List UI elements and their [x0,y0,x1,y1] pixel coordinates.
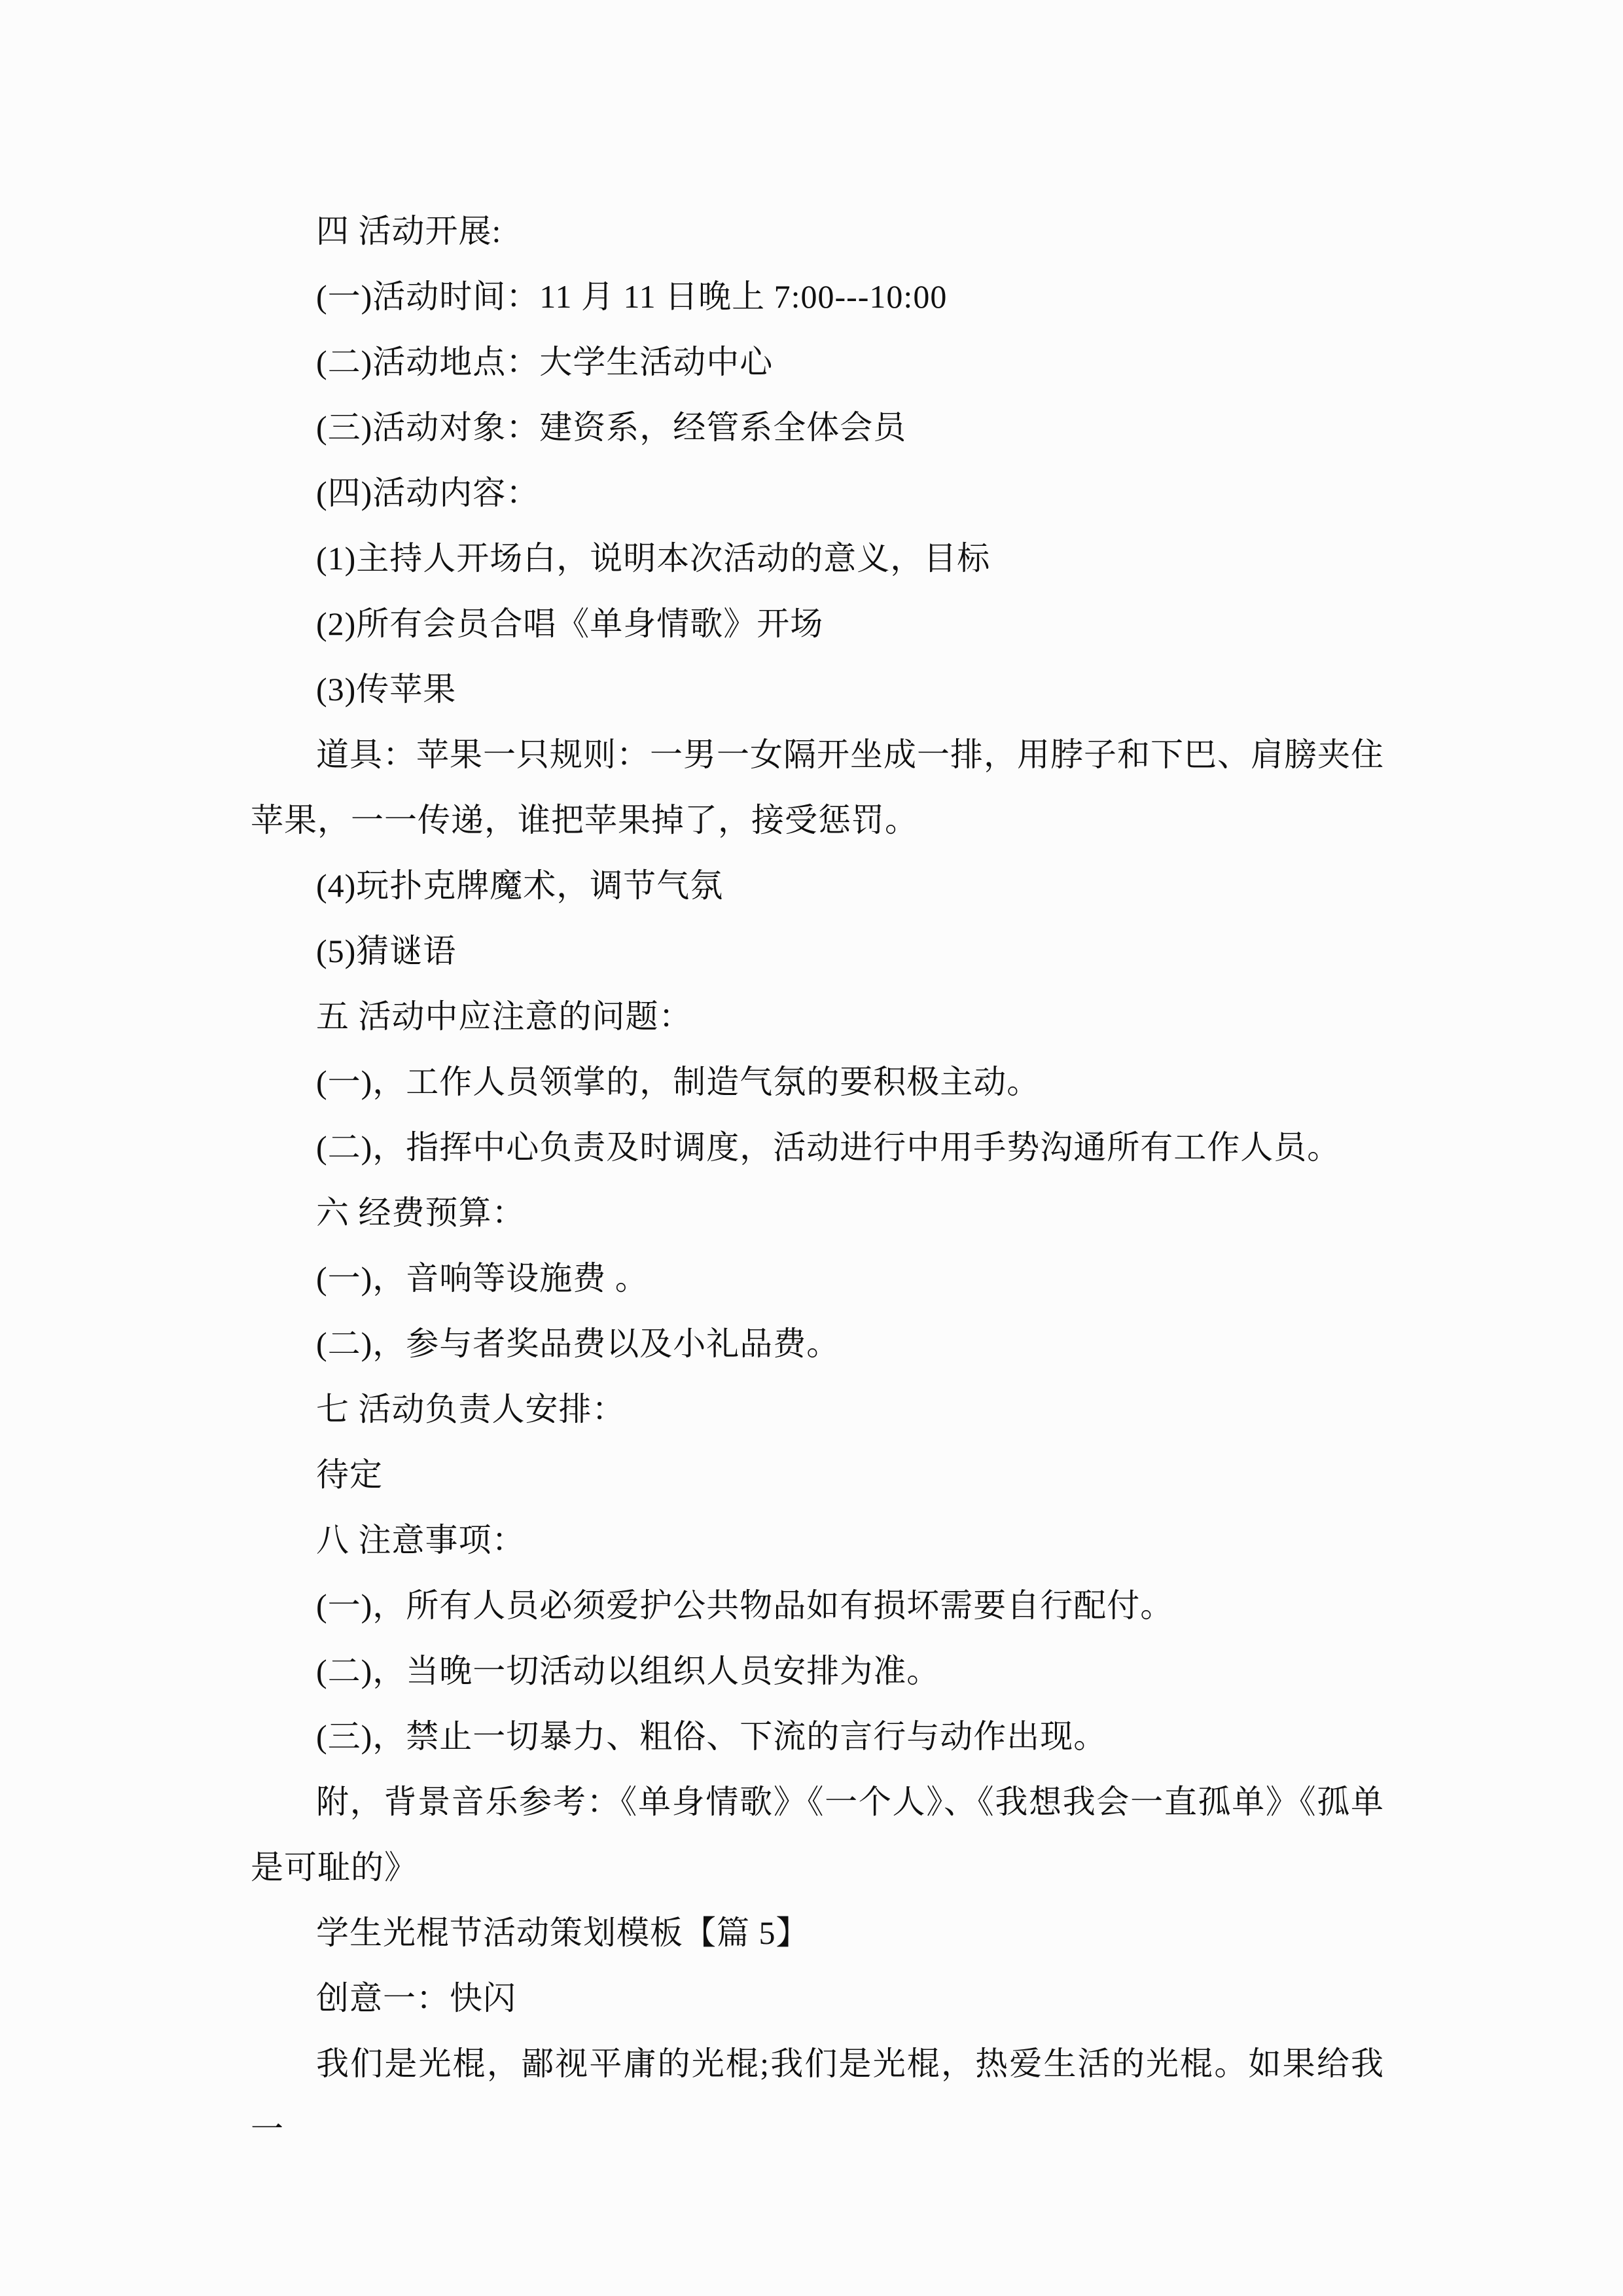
paragraph-caution-1: (一)，所有人员必须爱护公共物品如有损坏需要自行配付。 [316,1587,1174,1624]
paragraph-content-item-5: (5)猜谜语 [316,933,457,969]
paragraph-idea-1-flashmob: 创意一：快闪 [316,1980,516,2017]
paragraph-section-5-heading: 五 活动中应注意的问题： [316,998,692,1035]
paragraph-caution-3: (三)，禁止一切暴力、粗俗、下流的言行与动作出现。 [316,1718,1107,1755]
document-body [251,198,1384,2162]
paragraph-we-are-singles: 我们是光棍，鄙视平庸的光棍;我们是光棍，热爱生活的光棍。如果给我一 [251,2045,1384,2147]
paragraph-apple-game-rules: 道具：苹果一只规则：一男一女隔开坐成一排，用脖子和下巴、肩膀夹住苹果，一一传递，谁把苹果掉了，接受惩罚。 [251,736,1384,838]
paragraph-content-item-2: (2)所有会员合唱《单身情歌》开场 [316,605,824,642]
paragraph-section-8-heading: 八 注意事项： [316,1522,526,1558]
paragraph-section-7-heading: 七 活动负责人安排： [316,1391,626,1427]
paragraph-section-6-heading: 六 经费预算： [316,1194,526,1231]
paragraph-activity-content-heading: (四)活动内容： [316,475,540,511]
paragraph-music-reference: 附，背景音乐参考：《单身情歌》《一个人》、《我想我会一直孤单》《孤单是可耻的》 [251,1784,1384,1886]
paragraph-content-item-1: (1)主持人开场白，说明本次活动的意义，目标 [316,540,991,577]
paragraph-content-item-3: (3)传苹果 [316,671,457,708]
paragraph-section-4-heading: 四 活动开展: [316,213,502,249]
paragraph-activity-target: (三)活动对象：建资系，经管系全体会员 [316,409,907,446]
paragraph-content-item-4: (4)玩扑克牌魔术，调节气氛 [316,867,724,904]
paragraph-activity-place: (二)活动地点：大学生活动中心 [316,344,774,380]
paragraph-template-5-title: 学生光棍节活动策划模板【篇 5】 [316,1914,810,1951]
paragraph-caution-2: (二)，当晚一切活动以组织人员安排为准。 [316,1653,940,1689]
paragraph-tbd: 待定 [316,1456,383,1493]
paragraph-note-1: (一)，工作人员领掌的，制造气氛的要积极主动。 [316,1064,1041,1100]
paragraph-activity-time: (一)活动时间：11 月 11 日晚上 7:00---10:00 [316,278,948,315]
paragraph-budget-1: (一)，音响等设施费 。 [316,1260,649,1297]
paragraph-note-2: (二)，指挥中心负责及时调度，活动进行中用手势沟通所有工作人员。 [316,1129,1341,1166]
paragraph-budget-2: (二)，参与者奖品费以及小礼品费。 [316,1325,840,1362]
